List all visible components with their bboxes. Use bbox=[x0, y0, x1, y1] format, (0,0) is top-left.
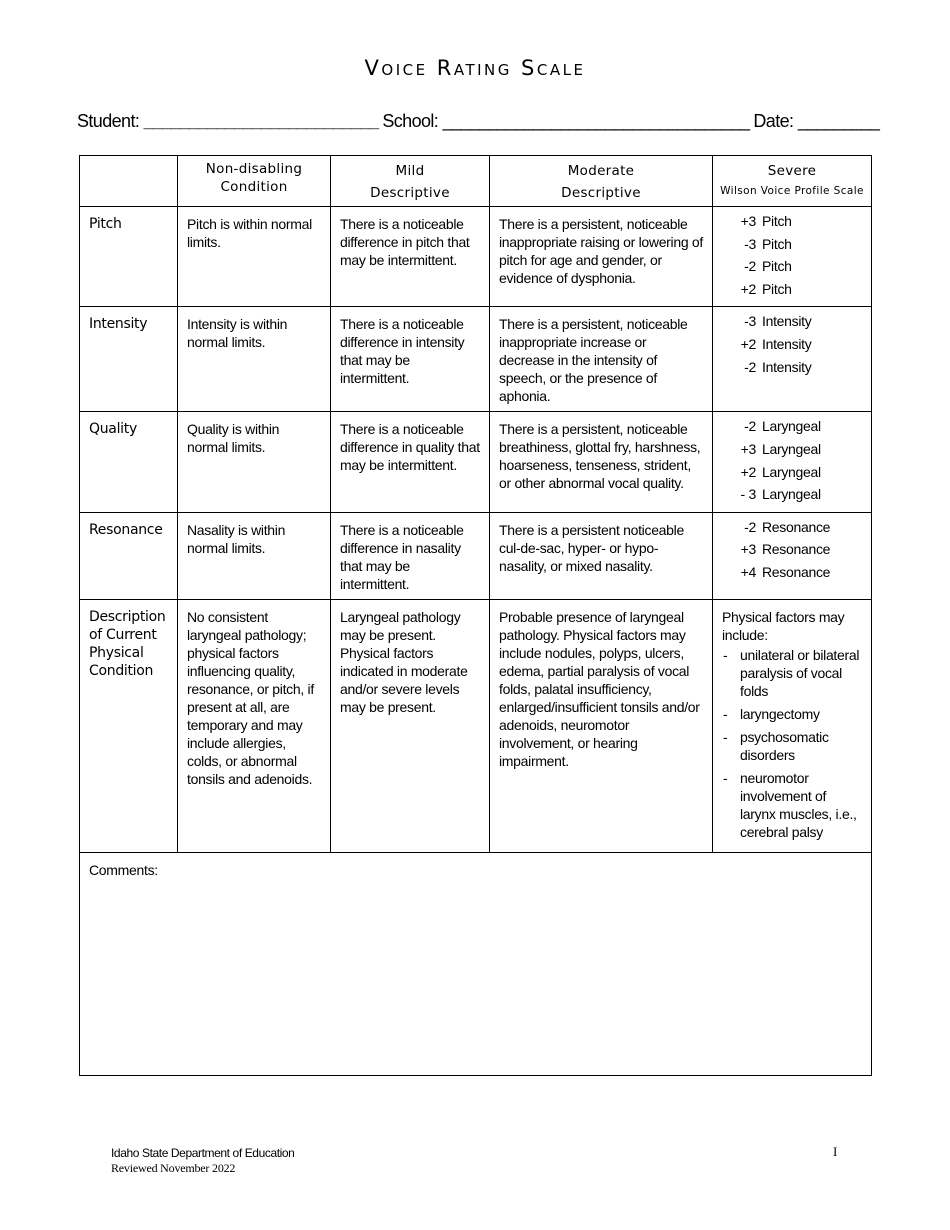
student-field[interactable]: __________________________ bbox=[143, 111, 378, 131]
severe-term: Intensity bbox=[762, 313, 812, 330]
list-item: - unilateral or bilateral paralysis of vocal folds bbox=[722, 646, 863, 700]
row-label-line: Description bbox=[89, 608, 166, 625]
mild-cell: There is a noticeable difference in pitch that may be intermittent. bbox=[331, 207, 490, 307]
row-physical-condition bbox=[80, 599, 872, 852]
row-pitch bbox=[80, 207, 872, 307]
voice-rating-table bbox=[79, 155, 872, 1076]
severe-item bbox=[722, 255, 863, 278]
severe-item bbox=[722, 516, 863, 539]
severe-term: Intensity bbox=[762, 335, 812, 352]
list-item: - laryngectomy bbox=[722, 705, 863, 723]
student-info-line bbox=[77, 111, 877, 132]
severe-item bbox=[722, 333, 863, 356]
header-severe-line2: Wilson Voice Profile Scale bbox=[720, 185, 864, 197]
severe-term: Pitch bbox=[762, 258, 792, 275]
footer-organization: Idaho State Department of Education bbox=[111, 1146, 295, 1160]
severe-value: +3 bbox=[740, 541, 756, 558]
header-non-disabling bbox=[178, 156, 331, 207]
row-label-line: Condition bbox=[89, 662, 154, 679]
severe-value: -2 bbox=[744, 418, 756, 435]
row-label: Quality bbox=[80, 412, 178, 512]
severe-item bbox=[722, 461, 863, 484]
severe-value: -3 bbox=[744, 235, 756, 252]
severe-term: Laryngeal bbox=[762, 486, 821, 503]
severe-term: Pitch bbox=[762, 213, 792, 229]
row-resonance bbox=[80, 512, 872, 599]
severe-item bbox=[722, 415, 863, 438]
severe-term: Laryngeal bbox=[762, 418, 821, 435]
mild-cell: There is a noticeable difference in intensity that may be intermittent. bbox=[331, 307, 490, 412]
severe-item bbox=[722, 233, 863, 256]
severe-item bbox=[722, 356, 863, 379]
header-moderate bbox=[490, 156, 713, 207]
row-quality bbox=[80, 412, 872, 512]
severe-cell bbox=[713, 512, 872, 599]
moderate-cell: There is a persistent noticeable cul-de-sac, hyper- or hypo-nasality, or mixed nasality. bbox=[490, 512, 713, 599]
footer bbox=[111, 1146, 294, 1176]
header-non-disabling-line1: Non-disabling bbox=[205, 161, 303, 177]
row-label-line: Physical bbox=[89, 644, 144, 661]
severe-value: +3 bbox=[740, 213, 756, 229]
header-non-disabling-line2: Condition bbox=[220, 179, 288, 195]
row-label-line: of Current bbox=[89, 626, 157, 643]
comments-label: Comments: bbox=[89, 861, 158, 878]
severe-value: -3 bbox=[744, 313, 756, 330]
severe-value: -2 bbox=[744, 518, 756, 535]
physical-factors-list bbox=[722, 646, 863, 841]
header-mild-line2: Descriptive bbox=[370, 185, 450, 201]
non-disabling-cell: Pitch is within normal limits. bbox=[178, 207, 331, 307]
severe-value: +2 bbox=[740, 335, 756, 352]
header-severe bbox=[713, 156, 872, 207]
moderate-cell: Probable presence of laryngeal pathology. Physical factors may include nodules, polyps, ulcers, edema, partial paralysis of vocal folds, palatal insufficiency, enlarged/insufficient tonsils and/or adenoids, neuromotor involvement, or hearing impairment. bbox=[490, 599, 713, 852]
severe-item bbox=[722, 561, 863, 584]
non-disabling-cell: Quality is within normal limits. bbox=[178, 412, 331, 512]
school-field[interactable]: __________________________________ bbox=[442, 111, 749, 131]
header-row bbox=[80, 156, 872, 207]
header-moderate-line1: Moderate bbox=[567, 163, 635, 179]
list-item: - neuromotor involvement of larynx muscles, i.e., cerebral palsy bbox=[722, 769, 863, 841]
severe-term: Laryngeal bbox=[762, 463, 821, 480]
severe-value: - 3 bbox=[740, 486, 756, 503]
severe-cell bbox=[713, 412, 872, 512]
severe-cell bbox=[713, 599, 872, 852]
severe-item bbox=[722, 538, 863, 561]
non-disabling-cell: Nasality is within normal limits. bbox=[178, 512, 331, 599]
severe-value: +2 bbox=[740, 463, 756, 480]
mild-cell: There is a noticeable difference in quality that may be intermittent. bbox=[331, 412, 490, 512]
severe-value: +3 bbox=[740, 440, 756, 457]
non-disabling-cell: No consistent laryngeal pathology; physical factors influencing quality, resonance, or pitch, if present at all, are temporary and may include allergies, colds, or abnormal tonsils and adenoids. bbox=[178, 599, 331, 852]
severe-value: -2 bbox=[744, 358, 756, 375]
severe-term: Laryngeal bbox=[762, 440, 821, 457]
row-comments bbox=[80, 852, 872, 1075]
date-field[interactable]: _________ bbox=[797, 111, 879, 131]
moderate-cell: There is a persistent, noticeable inappropriate raising or lowering of pitch for age and gender, or evidence of dysphonia. bbox=[490, 207, 713, 307]
row-label: Resonance bbox=[80, 512, 178, 599]
student-label: Student: bbox=[77, 111, 140, 131]
non-disabling-cell: Intensity is within normal limits. bbox=[178, 307, 331, 412]
severe-value: +4 bbox=[740, 563, 756, 580]
severe-item bbox=[722, 310, 863, 333]
severe-item bbox=[722, 278, 863, 301]
severe-item bbox=[722, 438, 863, 461]
severe-term: Pitch bbox=[762, 235, 792, 252]
header-blank bbox=[80, 156, 178, 207]
page-title: Voice Rating Scale bbox=[364, 56, 586, 80]
severe-term: Resonance bbox=[762, 563, 831, 580]
severe-cell bbox=[713, 307, 872, 412]
severe-value: -2 bbox=[744, 258, 756, 275]
header-moderate-line2: Descriptive bbox=[561, 185, 641, 201]
severe-term: Pitch bbox=[762, 280, 792, 297]
severe-cell bbox=[713, 207, 872, 307]
footer-reviewed: Reviewed November 2022 bbox=[111, 1161, 236, 1175]
header-mild bbox=[331, 156, 490, 207]
moderate-cell: There is a persistent, noticeable breathiness, glottal fry, harshness, hoarseness, tenseness, strident, or other abnormal vocal quality. bbox=[490, 412, 713, 512]
date-label: Date: bbox=[753, 111, 794, 131]
severe-value: +2 bbox=[740, 280, 756, 297]
comments-field[interactable] bbox=[80, 852, 872, 1075]
severe-term: Resonance bbox=[762, 518, 831, 535]
page-number: I bbox=[833, 1144, 838, 1159]
mild-cell: There is a noticeable difference in nasality that may be intermittent. bbox=[331, 512, 490, 599]
moderate-cell: There is a persistent, noticeable inappropriate increase or decrease in the intensity of speech, or the presence of aphonia. bbox=[490, 307, 713, 412]
list-item: - psychosomatic disorders bbox=[722, 728, 863, 764]
severe-term: Intensity bbox=[762, 358, 812, 375]
row-label: Pitch bbox=[80, 207, 178, 307]
severe-intro: Physical factors may include: bbox=[722, 608, 845, 643]
row-label: Intensity bbox=[80, 307, 178, 412]
severe-item bbox=[722, 483, 863, 506]
school-label: School: bbox=[382, 111, 439, 131]
mild-cell: Laryngeal pathology may be present. Physical factors indicated in moderate and/or severe levels may be present. bbox=[331, 599, 490, 852]
severe-item bbox=[722, 210, 863, 233]
severe-term: Resonance bbox=[762, 541, 831, 558]
header-severe-line1: Severe bbox=[767, 163, 817, 179]
row-intensity bbox=[80, 307, 872, 412]
row-label bbox=[80, 599, 178, 852]
header-mild-line1: Mild bbox=[395, 163, 425, 179]
